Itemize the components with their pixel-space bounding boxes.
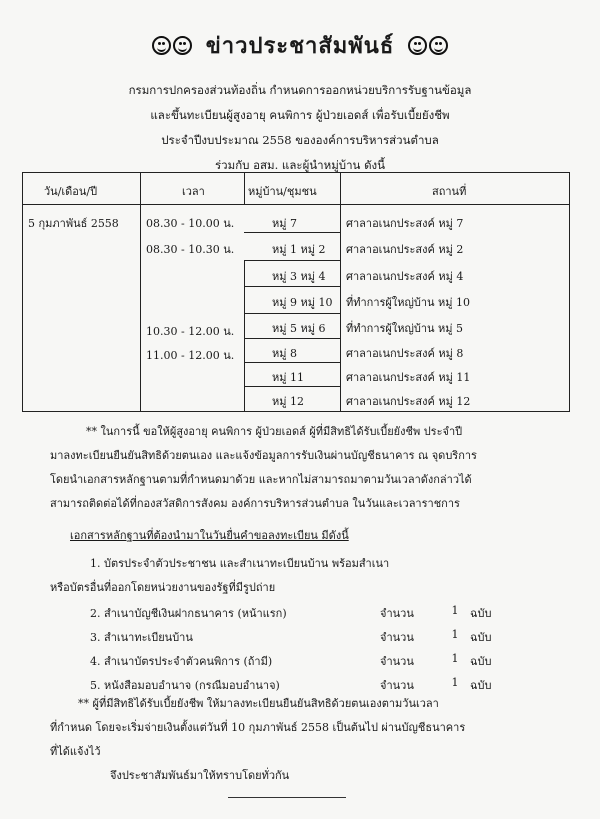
schedule-place: ศาลาอเนกประสงค์ หมู่ 2 [346, 243, 464, 256]
list-item-amount-label: จำนวน [380, 631, 414, 644]
list-item-count: 1 [451, 676, 459, 689]
smiley-face-icon [429, 36, 448, 55]
schedule-date: 5 กุมภาพันธ์ 2558 [28, 217, 119, 230]
note-line: มาลงทะเบียนยืนยันสิทธิด้วยตนเอง และแจ้งข้อมูลการรับเงินผ่านบัญชีธนาคาร ณ จุดบริการ [50, 449, 477, 462]
schedule-time: 11.00 - 12.00 น. [146, 349, 235, 362]
title-row [0, 28, 600, 63]
smiley-group-right [408, 36, 448, 55]
list-item-count: 1 [451, 604, 459, 617]
header-time: เวลา [182, 185, 205, 198]
schedule-village: หมู่ 5 หมู่ 6 [272, 322, 326, 335]
schedule-village: หมู่ 1 หมู่ 2 [272, 243, 326, 256]
table-col-divider [244, 260, 245, 412]
footer-paragraph [50, 692, 570, 764]
schedule-place: ที่ทำการผู้ใหญ่บ้าน หมู่ 10 [346, 296, 471, 309]
header-place: สถานที่ [432, 185, 467, 198]
list-item-unit: ฉบับ [470, 655, 492, 668]
note-line: โดยนำเอกสารหลักฐานตามที่กำหนดมาด้วย และหากไม่สามารถมาตามวันเวลาดังกล่าวได้ [50, 473, 472, 486]
table-left-border [22, 172, 23, 412]
schedule-time: 08.30 - 10.30 น. [146, 243, 235, 256]
smiley-group-left [152, 36, 192, 55]
table-row-divider [244, 260, 340, 261]
schedule-village: หมู่ 9 หมู่ 10 [272, 296, 333, 309]
table-row-divider [244, 362, 340, 363]
page-title: ข่าวประชาสัมพันธ์ [205, 33, 395, 59]
intro-line: ประจำปีงบประมาณ 2558 ขององค์การบริหารส่วนตำบล [161, 133, 439, 147]
footer-line: ที่กำหนด โดยจะเริ่มจ่ายเงินตั้งแต่วันที่ 10 กุมภาพันธ์ 2558 เป็นต้นไป ผ่านบัญชีธนาคาร [50, 721, 466, 734]
list-item [90, 628, 560, 646]
list-item-text: 5. หนังสือมอบอำนาจ (กรณีมอบอำนาจ) [90, 679, 280, 692]
list-item-text: 2. สำเนาบัญชีเงินฝากธนาคาร (หน้าแรก) [90, 607, 287, 620]
smiley-face-icon [408, 36, 427, 55]
table-col-divider [340, 172, 341, 412]
list-item-amount-label: จำนวน [380, 679, 414, 692]
list-item-unit: ฉบับ [470, 607, 492, 620]
schedule-time: 08.30 - 10.00 น. [146, 217, 235, 230]
list-item-text: 3. สำเนาทะเบียนบ้าน [90, 631, 193, 644]
schedule-place: ที่ทำการผู้ใหญ่บ้าน หมู่ 5 [346, 322, 464, 335]
schedule-place: ศาลาอเนกประสงค์ หมู่ 8 [346, 347, 464, 360]
list-item-text: 4. สำเนาบัตรประจำตัวคนพิการ (ถ้ามี) [90, 655, 273, 668]
footer-line: ** ผู้ที่มีสิทธิได้รับเบี้ยยังชีพ ให้มาลงทะเบียนยืนยันสิทธิด้วยตนเองตามวันเวลา [78, 697, 439, 710]
schedule-village: หมู่ 12 [272, 395, 304, 408]
intro-block [120, 78, 480, 178]
table-col-divider [140, 172, 141, 412]
smiley-face-icon [173, 36, 192, 55]
table-bottom-border [22, 411, 570, 412]
table-col-divider [244, 172, 245, 205]
header-village: หมู่บ้าน/ชุมชน [248, 185, 317, 198]
list-item-amount-label: จำนวน [380, 655, 414, 668]
table-right-border [569, 172, 570, 412]
schedule-place: ศาลาอเนกประสงค์ หมู่ 4 [346, 270, 464, 283]
list-item [90, 604, 560, 622]
list-item-count: 1 [451, 628, 459, 641]
docs-heading: เอกสารหลักฐานที่ต้องนำมาในวันยื่นคำขอลงทะเบียน มีดังนี้ [70, 529, 349, 542]
table-header-border [22, 204, 570, 205]
closing-rule [228, 797, 346, 798]
schedule-village: หมู่ 3 หมู่ 4 [272, 270, 326, 283]
smiley-face-icon [152, 36, 171, 55]
list-item-unit: ฉบับ [470, 679, 492, 692]
docs-item: หรือบัตรอื่นที่ออกโดยหน่วยงานของรัฐที่มีรูปถ่าย [50, 581, 276, 594]
note-line: ** ในการนี้ ขอให้ผู้สูงอายุ คนพิการ ผู้ป่วยเอดส์ ผู้ที่มีสิทธิได้รับเบี้ยยังชีพ ประจำปี [86, 425, 463, 438]
schedule-place: ศาลาอเนกประสงค์ หมู่ 7 [346, 217, 464, 230]
note-line: สามารถติดต่อได้ที่กองสวัสดิการสังคม องค์การบริหารส่วนตำบล ในวันและเวลาราชการ [50, 497, 460, 510]
schedule-table [22, 172, 570, 412]
schedule-place: ศาลาอเนกประสงค์ หมู่ 12 [346, 395, 471, 408]
table-row-divider [244, 232, 340, 233]
intro-line: และขึ้นทะเบียนผู้สูงอายุ คนพิการ ผู้ป่วยเอดส์ เพื่อรับเบี้ยยังชีพ [150, 108, 450, 122]
footer-line: ที่ได้แจ้งไว้ [50, 745, 101, 758]
note-paragraph [50, 420, 570, 516]
list-item-count: 1 [451, 652, 459, 665]
schedule-village: หมู่ 7 [272, 217, 297, 230]
table-row-divider [244, 338, 340, 339]
list-item [90, 652, 560, 670]
header-date: วัน/เดือน/ปี [44, 185, 98, 198]
list-item-unit: ฉบับ [470, 631, 492, 644]
schedule-village: หมู่ 11 [272, 371, 304, 384]
docs-item: 1. บัตรประจำตัวประชาชน และสำเนาทะเบียนบ้าน พร้อมสำเนา [90, 557, 390, 570]
list-item-amount-label: จำนวน [380, 607, 414, 620]
table-row-divider [244, 286, 340, 287]
closing-line: จึงประชาสัมพันธ์มาให้ทราบโดยทั่วกัน [110, 769, 290, 782]
intro-line: ร่วมกับ อสม. และผู้นำหมู่บ้าน ดังนี้ [214, 158, 386, 172]
docs-block [50, 524, 570, 600]
schedule-place: ศาลาอเนกประสงค์ หมู่ 11 [346, 371, 471, 384]
table-top-border [22, 172, 570, 173]
schedule-time: 10.30 - 12.00 น. [146, 325, 235, 338]
table-row-divider [244, 313, 340, 314]
table-row-divider [244, 386, 340, 387]
intro-line: กรมการปกครองส่วนท้องถิ่น กำหนดการออกหน่วยบริการรับฐานข้อมูล [128, 83, 472, 97]
schedule-village: หมู่ 8 [272, 347, 297, 360]
